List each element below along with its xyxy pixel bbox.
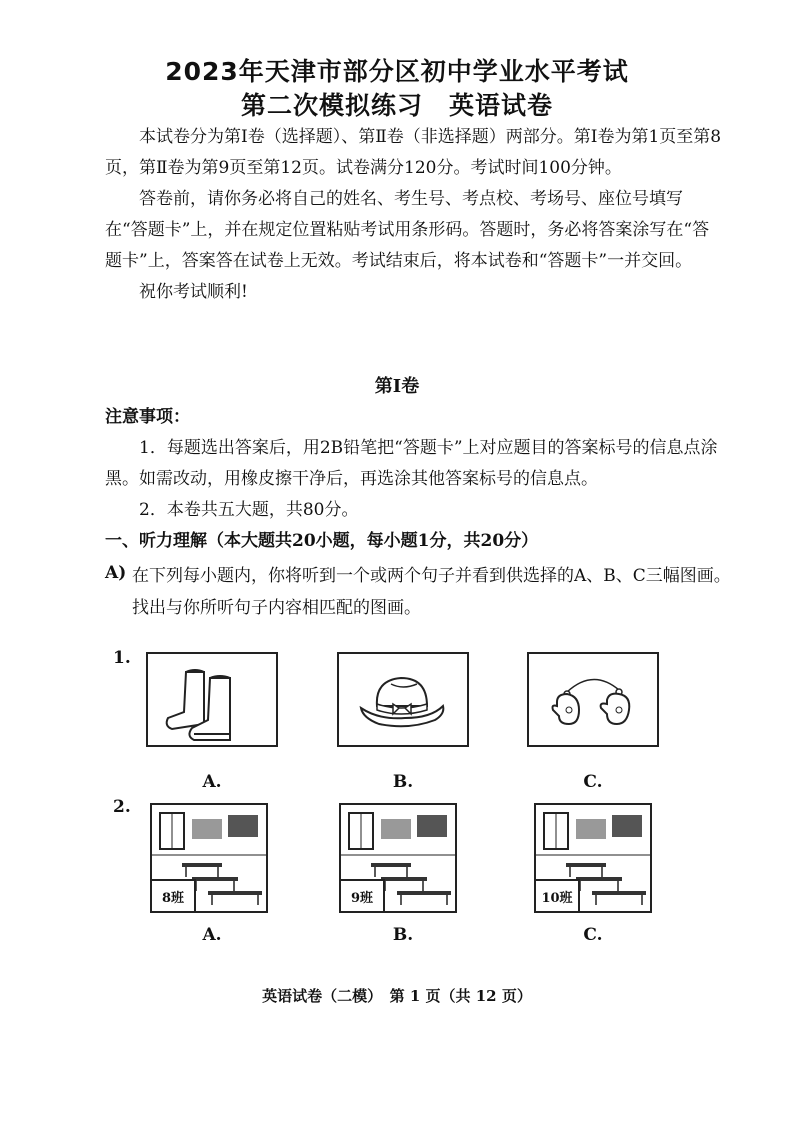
section-title: 第Ⅰ卷 (374, 376, 420, 397)
class-tag: 9班 (339, 879, 385, 913)
intro-block (105, 122, 725, 308)
notes-block (105, 402, 725, 557)
option-1a-image (146, 652, 278, 747)
note-1: 1．每题选出答案后，用2B铅笔把“答题卡”上对应题目的答案标号的信息点涂黑。如需改动，用橡皮擦干净后，再选涂其他答案标号的信息点。 (105, 438, 718, 489)
option-2a-label: A. (202, 925, 222, 945)
sub-a-label: A) (105, 563, 127, 583)
boots-icon (148, 654, 276, 745)
question-number: 1. (113, 648, 131, 668)
option-1b-label: B. (392, 772, 414, 792)
part1-heading: 一、听力理解（本大题共20小题，每小题1分，共20分） (105, 531, 539, 551)
hat-icon (339, 654, 467, 745)
note-2: 2．本卷共五大题，共80分。 (139, 500, 359, 520)
intro-wish: 祝你考试顺利! (139, 282, 248, 302)
option-2a-image (150, 803, 268, 913)
option-1a-label: A. (202, 772, 222, 792)
question-number: 2. (113, 797, 131, 817)
mittens-icon (529, 654, 657, 745)
intro-paragraph-2: 答卷前，请你务必将自己的姓名、考生号、考点校、考场号、座位号填写在“答题卡”上，并在规定位置粘贴考试用条形码。答题时，务必将答案涂写在“答题卡”上，答案答在试卷上无效。考试结束后，将本试卷和“答题卡”一并交回。 (105, 189, 710, 271)
option-2c-label: C. (583, 925, 603, 945)
notes-heading: 注意事项： (105, 407, 190, 427)
intro-paragraph-1: 本试卷分为第Ⅰ卷（选择题）、第Ⅱ卷（非选择题）两部分。第Ⅰ卷为第1页至第8页，第Ⅱ卷为第9页至第12页。试卷满分120分。考试时间100分钟。 (105, 127, 722, 178)
class-tag: 10班 (534, 879, 580, 913)
option-1c-label: C. (583, 772, 603, 792)
exam-title-line2: 第二次模拟练习 英语试卷 (240, 91, 553, 120)
class-tag: 8班 (150, 879, 196, 913)
exam-title-line1: 2023年天津市部分区初中学业水平考试 (165, 57, 629, 86)
option-2c-image (534, 803, 652, 913)
option-1b-image (337, 652, 469, 747)
option-2b-image (339, 803, 457, 913)
page-footer: 英语试卷（二模） 第 1 页（共 12 页） (262, 987, 532, 1005)
option-1c-image (527, 652, 659, 747)
sub-a-text: 在下列每小题内，你将听到一个或两个句子并看到供选择的A、B、C三幅图画。找出与你所听句子内容相匹配的图画。 (132, 566, 731, 618)
option-2b-label: B. (392, 925, 414, 945)
